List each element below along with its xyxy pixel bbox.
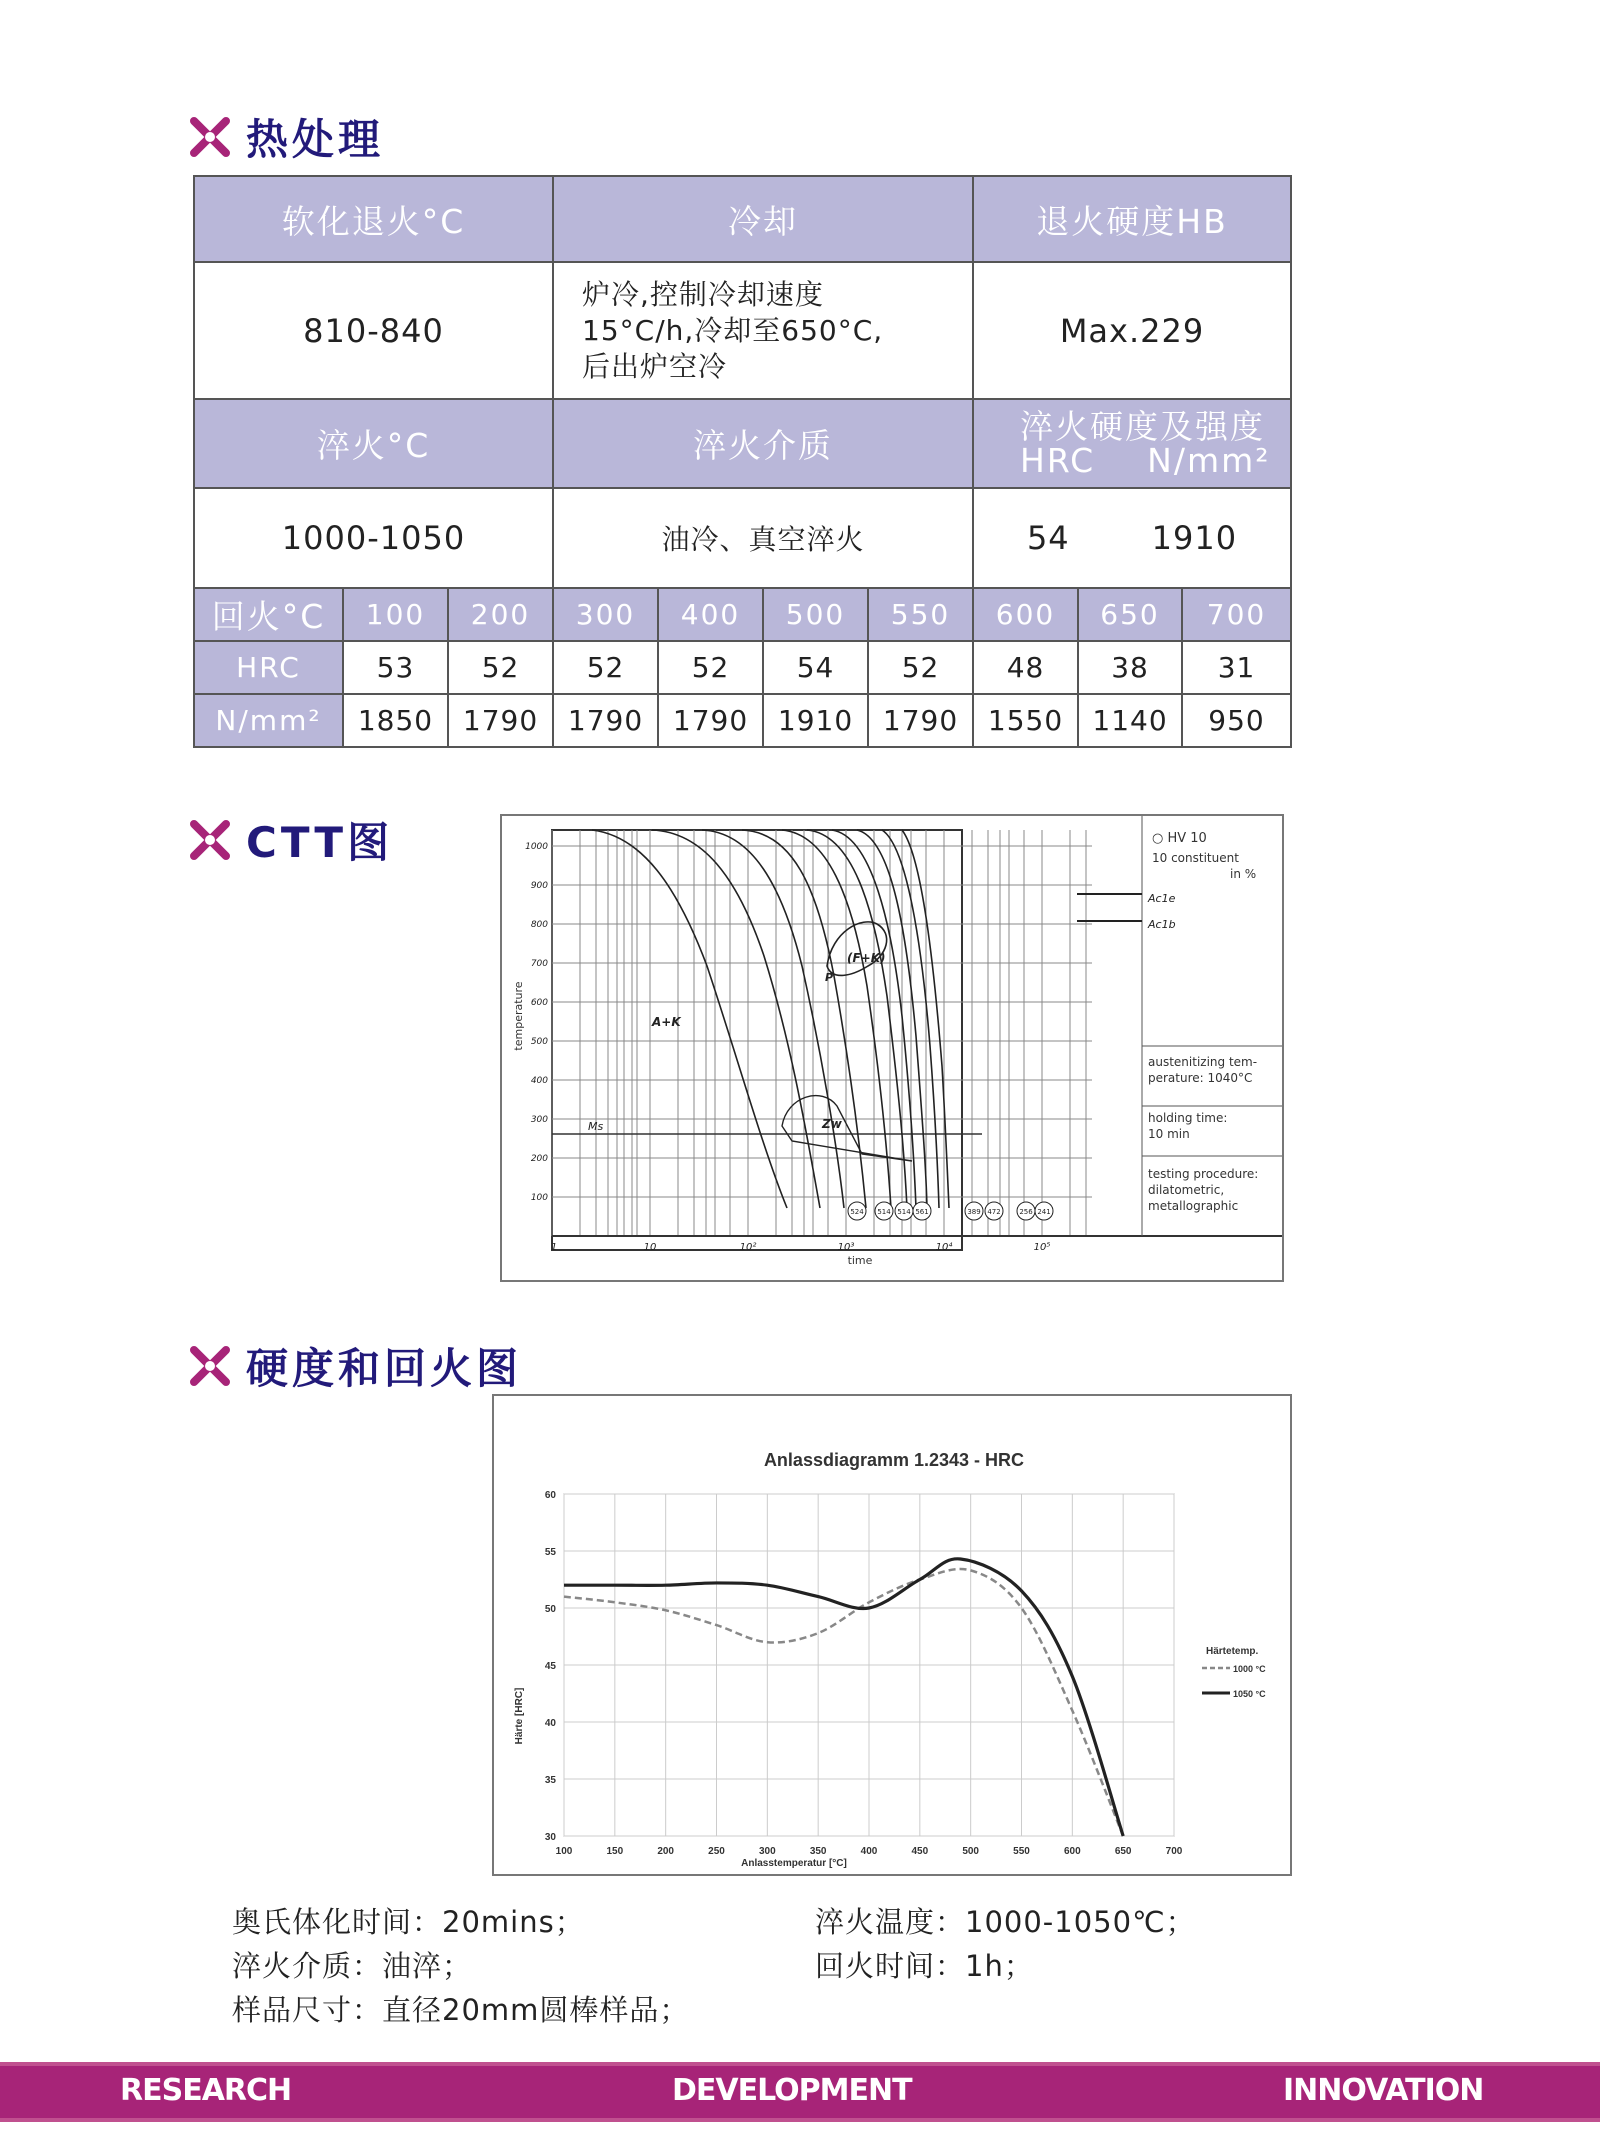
temper-hrc: 52: [448, 641, 553, 694]
temper-hrc-row: [194, 641, 1291, 694]
temper-hrc: 52: [868, 641, 973, 694]
x-tick-label: 700: [1165, 1846, 1183, 1857]
ctt-x-tick: 1: [550, 1242, 558, 1253]
ctt-heading: [190, 810, 393, 870]
ctt-legend-inpct: in %: [1230, 867, 1257, 881]
heat-treatment-table: [193, 175, 1292, 748]
y-tick-label: 35: [544, 1775, 556, 1786]
ctt-info-aust-1: austenitizing tem-: [1148, 1055, 1258, 1069]
footer-innovation: INNOVATION: [1283, 2073, 1484, 2108]
section-title: CTT图: [246, 818, 394, 867]
ctt-info-hold-2: 10 min: [1148, 1127, 1190, 1141]
ctt-end-hardness: 561: [915, 1208, 929, 1216]
temper-strength: 1550: [973, 694, 1078, 747]
temper-hrc: 54: [763, 641, 868, 694]
temper-strength: 1790: [868, 694, 973, 747]
section-title: 热处理: [246, 115, 385, 164]
x-tick-label: 350: [809, 1846, 827, 1857]
quench-strength-value: 54 1910: [973, 488, 1291, 588]
temper-temp: 650: [1078, 588, 1182, 641]
ctt-x-tick: 10⁵: [1033, 1242, 1051, 1253]
ctt-x-tick: 10³: [837, 1242, 855, 1253]
ctt-x-tick: 10⁴: [935, 1242, 953, 1253]
x-tick-label: 150: [606, 1846, 624, 1857]
ctt-y-tick: 100: [530, 1193, 548, 1203]
temper-temp-row: [194, 588, 1291, 641]
legend-label-1000: 1000 °C: [1233, 1664, 1266, 1674]
ctt-ac1b: Ac1b: [1148, 918, 1176, 931]
x-tick-label: 400: [860, 1846, 878, 1857]
chart-y-label: Härte [HRC]: [514, 1687, 525, 1745]
ctt-end-hardness: 241: [1037, 1208, 1051, 1216]
anneal-hardness-value: Max.229: [973, 262, 1291, 399]
ctt-ac1e: Ac1e: [1148, 892, 1176, 905]
note-sample-size: 样品尺寸：直径20mm圆棒样品；: [232, 1993, 690, 2027]
ctt-info-hold-1: holding time:: [1148, 1111, 1228, 1125]
cross-mark-icon: [190, 117, 230, 157]
legend-label-1050: 1050 °C: [1233, 1689, 1266, 1699]
ctt-end-hardness: 389: [967, 1208, 981, 1216]
temper-strength: 1140: [1078, 694, 1182, 747]
heat-treatment-heading: [190, 107, 384, 167]
series-line-1050: [564, 1559, 1123, 1836]
footer-development: DEVELOPMENT: [672, 2073, 912, 2108]
quench-header: 淬火°C: [194, 399, 553, 488]
temper-hrc: 48: [973, 641, 1078, 694]
ctt-info-test-3: metallographic: [1148, 1199, 1239, 1213]
ctt-y-tick: 800: [530, 920, 548, 930]
table-row: [194, 399, 1291, 488]
ctt-phase-p: P: [825, 971, 834, 984]
temper-temp: 100: [343, 588, 448, 641]
tempering-chart: [492, 1394, 1292, 1876]
temper-strength: 1790: [448, 694, 553, 747]
ctt-info-aust-2: perature: 1040°C: [1148, 1071, 1253, 1085]
anneal-header: 软化退火°C: [194, 176, 553, 262]
temper-strength: 1850: [343, 694, 448, 747]
table-row: [194, 176, 1291, 262]
ctt-x-tick: 10: [643, 1242, 657, 1253]
y-tick-label: 60: [544, 1490, 556, 1501]
quench-medium-value: 油冷、真空淬火: [553, 488, 973, 588]
ctt-info-test-2: dilatometric,: [1148, 1183, 1225, 1197]
series-line-1000: [564, 1569, 1123, 1836]
temper-hrc: 52: [553, 641, 658, 694]
temper-hrc: 52: [658, 641, 763, 694]
cooling-value: 炉冷,控制冷却速度 15°C/h,冷却至650°C, 后出炉空冷: [553, 262, 973, 399]
ctt-phase-fk: (F+K): [847, 951, 886, 965]
x-tick-label: 100: [555, 1846, 573, 1857]
strength-label: N/mm²: [194, 694, 343, 747]
legend-title: Härtetemp.: [1206, 1646, 1259, 1657]
temper-temp: 500: [763, 588, 868, 641]
ctt-y-tick: 300: [530, 1115, 548, 1125]
note-temper-time: 回火时间：1h；: [815, 1949, 1034, 1983]
y-tick-label: 50: [544, 1604, 556, 1615]
ctt-x-label: time: [847, 1254, 873, 1267]
ctt-end-hardness: 472: [987, 1208, 1001, 1216]
ctt-legend-constituent: 10 constituent: [1152, 851, 1239, 865]
y-tick-label: 45: [544, 1661, 556, 1672]
y-tick-label: 30: [544, 1832, 556, 1843]
table-row: [194, 262, 1291, 399]
temper-strength: 1790: [553, 694, 658, 747]
ctt-y-tick: 700: [530, 959, 548, 969]
table-row: [194, 488, 1291, 588]
ctt-phase-ak: A+K: [652, 1015, 681, 1029]
x-tick-label: 650: [1114, 1846, 1132, 1857]
footer-bar: [0, 2062, 1600, 2122]
ctt-info-test-1: testing procedure:: [1148, 1167, 1259, 1181]
x-tick-label: 250: [708, 1846, 725, 1857]
temper-temp: 700: [1182, 588, 1291, 641]
temper-temp: 600: [973, 588, 1078, 641]
ctt-ms-label: Ms: [588, 1120, 604, 1133]
section-title: 硬度和回火图: [246, 1344, 523, 1393]
tempering-heading: [190, 1336, 522, 1396]
temper-hrc: 31: [1182, 641, 1291, 694]
quench-value: 1000-1050: [194, 488, 553, 588]
ctt-y-tick: 900: [530, 881, 548, 891]
x-tick-label: 200: [657, 1846, 675, 1857]
anneal-value: 810-840: [194, 262, 553, 399]
ctt-legend-hv: ○ HV 10: [1152, 831, 1207, 846]
chart-legend: [1202, 1646, 1266, 1699]
ctt-diagram: [500, 814, 1284, 1282]
ctt-phase-zw: Zw: [822, 1117, 842, 1131]
x-tick-label: 300: [758, 1846, 776, 1857]
temper-hrc: 38: [1078, 641, 1182, 694]
quench-strength-header: 淬火硬度及强度 HRC N/mm²: [973, 399, 1291, 488]
note-quench-medium: 淬火介质：油淬；: [232, 1949, 473, 1983]
temper-strength: 1790: [658, 694, 763, 747]
temper-label: 回火°C: [194, 588, 343, 641]
hrc-label: HRC: [194, 641, 343, 694]
temper-strength-row: [194, 694, 1291, 747]
ctt-y-tick: 500: [530, 1037, 548, 1047]
ctt-y-tick: 200: [530, 1154, 548, 1164]
note-quench-temp: 淬火温度：1000-1050℃；: [815, 1905, 1196, 1939]
y-tick-label: 40: [544, 1718, 556, 1729]
temper-temp: 400: [658, 588, 763, 641]
cross-mark-icon: [190, 1346, 230, 1386]
temper-temp: 300: [553, 588, 658, 641]
chart-title: Anlassdiagramm 1.2343 - HRC: [763, 1450, 1025, 1470]
ctt-end-hardness: 256: [1019, 1208, 1033, 1216]
x-tick-label: 550: [1013, 1846, 1030, 1857]
temper-hrc: 53: [343, 641, 448, 694]
chart-x-label: Anlasstemperatur [°C]: [741, 1858, 847, 1869]
ctt-y-label: temperature: [512, 981, 525, 1051]
ctt-end-hardness: 514: [877, 1208, 891, 1216]
temper-strength: 1910: [763, 694, 868, 747]
ctt-y-tick: 1000: [525, 842, 548, 852]
ctt-x-tick: 10²: [739, 1242, 757, 1253]
footer-research: RESEARCH: [120, 2073, 292, 2108]
anneal-hardness-header: 退火硬度HB: [973, 176, 1291, 262]
temper-strength: 950: [1182, 694, 1291, 747]
ctt-y-tick: 400: [530, 1076, 548, 1086]
y-tick-label: 55: [544, 1547, 556, 1558]
x-tick-label: 450: [911, 1846, 929, 1857]
ctt-end-hardness: 514: [897, 1208, 911, 1216]
temper-temp: 200: [448, 588, 553, 641]
ctt-end-hardness: 524: [850, 1208, 864, 1216]
temper-temp: 550: [868, 588, 973, 641]
x-tick-label: 600: [1063, 1846, 1081, 1857]
note-aust-time: 奥氏体化时间：20mins；: [232, 1905, 585, 1939]
cross-mark-icon: [190, 820, 230, 860]
cooling-header: 冷却: [553, 176, 973, 262]
ctt-y-tick: 600: [530, 998, 548, 1008]
quench-medium-header: 淬火介质: [553, 399, 973, 488]
x-tick-label: 500: [962, 1846, 980, 1857]
